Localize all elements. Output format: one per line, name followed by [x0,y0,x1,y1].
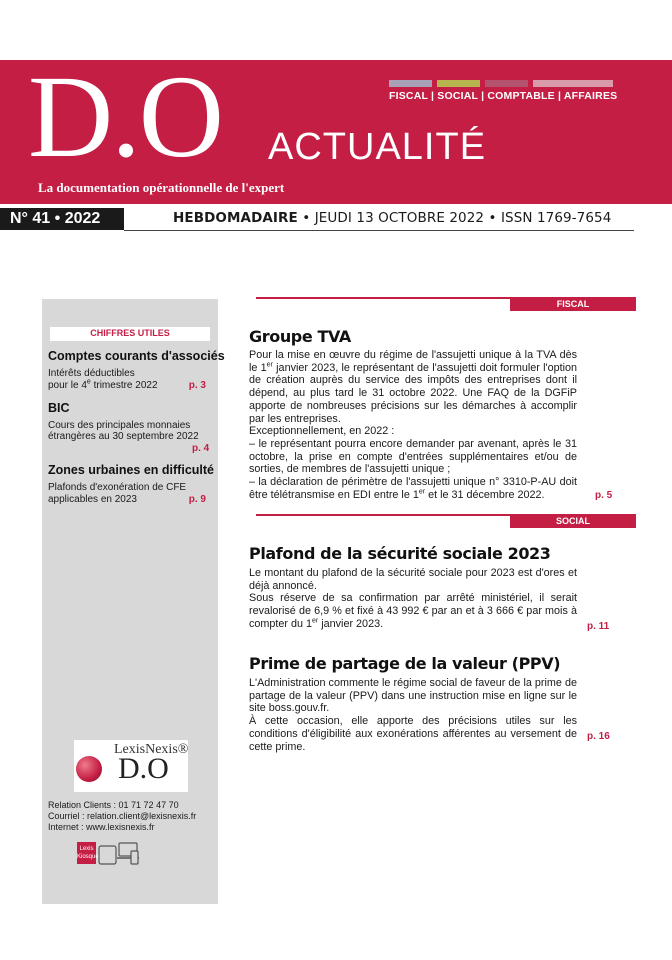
section-tab-fiscal: FISCAL [510,298,636,311]
sidebar-item-text: applicables en 2023 p. 9 [48,494,206,505]
sidebar-item-text: pour le 4e trimestre 2022 p. 3 [48,378,206,391]
sidebar-label: CHIFFRES UTILES [90,328,170,338]
issue-rule [124,230,634,231]
sidebar-item-text: Intérêts déductibles [48,368,135,379]
page-ref[interactable]: p. 5 [595,490,613,501]
date-issn: • JEUDI 13 OCTOBRE 2022 • ISSN 1769-7654 [297,210,612,226]
article-title[interactable]: Groupe TVA [249,327,351,346]
page-ref[interactable]: p. 4 [192,443,210,454]
sidebar-item-text: étrangères au 30 septembre 2022 [48,431,199,442]
social-color-bar [437,80,480,87]
contact-phone: Relation Clients : 01 71 72 47 70 [48,800,179,810]
masthead-title: ACTUALITÉ [268,126,487,168]
lexisnexis-logo-text: LexisNexis® [114,742,189,757]
sidebar-item-title[interactable]: BIC [48,401,70,415]
lexis-kiosque-badge[interactable]: Lexis Kiosque [77,842,96,864]
page-ref[interactable]: p. 3 [188,380,206,391]
article-title[interactable]: Plafond de la sécurité sociale 2023 [249,544,551,563]
contact-email[interactable]: Courriel : relation.client@lexisnexis.fr [48,811,197,821]
lexisnexis-ball-icon [76,756,102,782]
category-labels: FISCAL | SOCIAL | COMPTABLE | AFFAIRES [389,90,618,102]
fiscal-color-bar [389,80,432,87]
masthead-logo: D.O [28,51,222,182]
page-ref[interactable]: p. 9 [188,494,206,505]
contact-block [48,800,196,833]
sidebar-item-text: Cours des principales monnaies [48,420,191,431]
frequency: HEBDOMADAIRE [173,210,298,226]
article-body: L'Administration commente le régime social de faveur de la prime de partage de la valeur (PPV) dans une instruction mise en ligne sur le site boss.gouv.fr. À cette occasion, elle apporte des précisions utiles sur les conditions d'éligibilité aux exonérations afférentes au versement de cette prime. [249,677,577,753]
sidebar-item-text: Plafonds d'exonération de CFE [48,482,187,493]
article-title[interactable]: Prime de partage de la valeur (PPV) [249,654,561,673]
issue-number: N° 41 • 2022 [0,208,124,230]
section-tab-social: SOCIAL [510,515,636,528]
article-body: Le montant du plafond de la sécurité sociale pour 2023 est d'ores et déjà annoncé. Sous réserve de sa confirmation par arrêté ministériel, il serait revalorisé de 6,9 % et fixé à 43 992 € par an et à 3 666 € par mois à compter du 1er janvier 2023. [249,567,577,630]
sidebar-item-title[interactable]: Zones urbaines en difficulté [48,463,214,477]
affaires-color-bar [533,80,613,87]
page-ref[interactable]: p. 11 [587,621,610,632]
tagline: La documentation opérationnelle de l'expert [38,180,285,195]
sidebar-item-title[interactable]: Comptes courants d'associés [48,349,225,363]
devices-icon [98,842,140,866]
article-body: Pour la mise en œuvre du régime de l'assujetti unique à la TVA dès le 1er janvier 2023, le représentant de l'assujetti doit formuler l'option de création auprès du service des impôts des entreprises dont il dépend, au plus tard le 31 octobre 2022. Une FAQ de la DGFiP apporte de nombreuses précisions sur les démarches à accomplir par les entreprises. Exceptionnellement, en 2022 : – le représentant pourra encore demander par avenant, après le 31 octobre, la prise en compte d'entrées supplémentaires et/ou de sorties, de membres de l'assujetti unique ; – la déclaration de périmètre de l'assujetti unique n° 3310-P-AU doit être télétransmise en EDI entre le 1er et le 31 décembre 2022. [249,349,577,501]
issue-info [173,210,611,226]
page-ref[interactable]: p. 16 [587,731,610,742]
do-logo-small: D.O [118,752,169,785]
comptable-color-bar [485,80,528,87]
contact-website[interactable]: Internet : www.lexisnexis.fr [48,822,155,832]
